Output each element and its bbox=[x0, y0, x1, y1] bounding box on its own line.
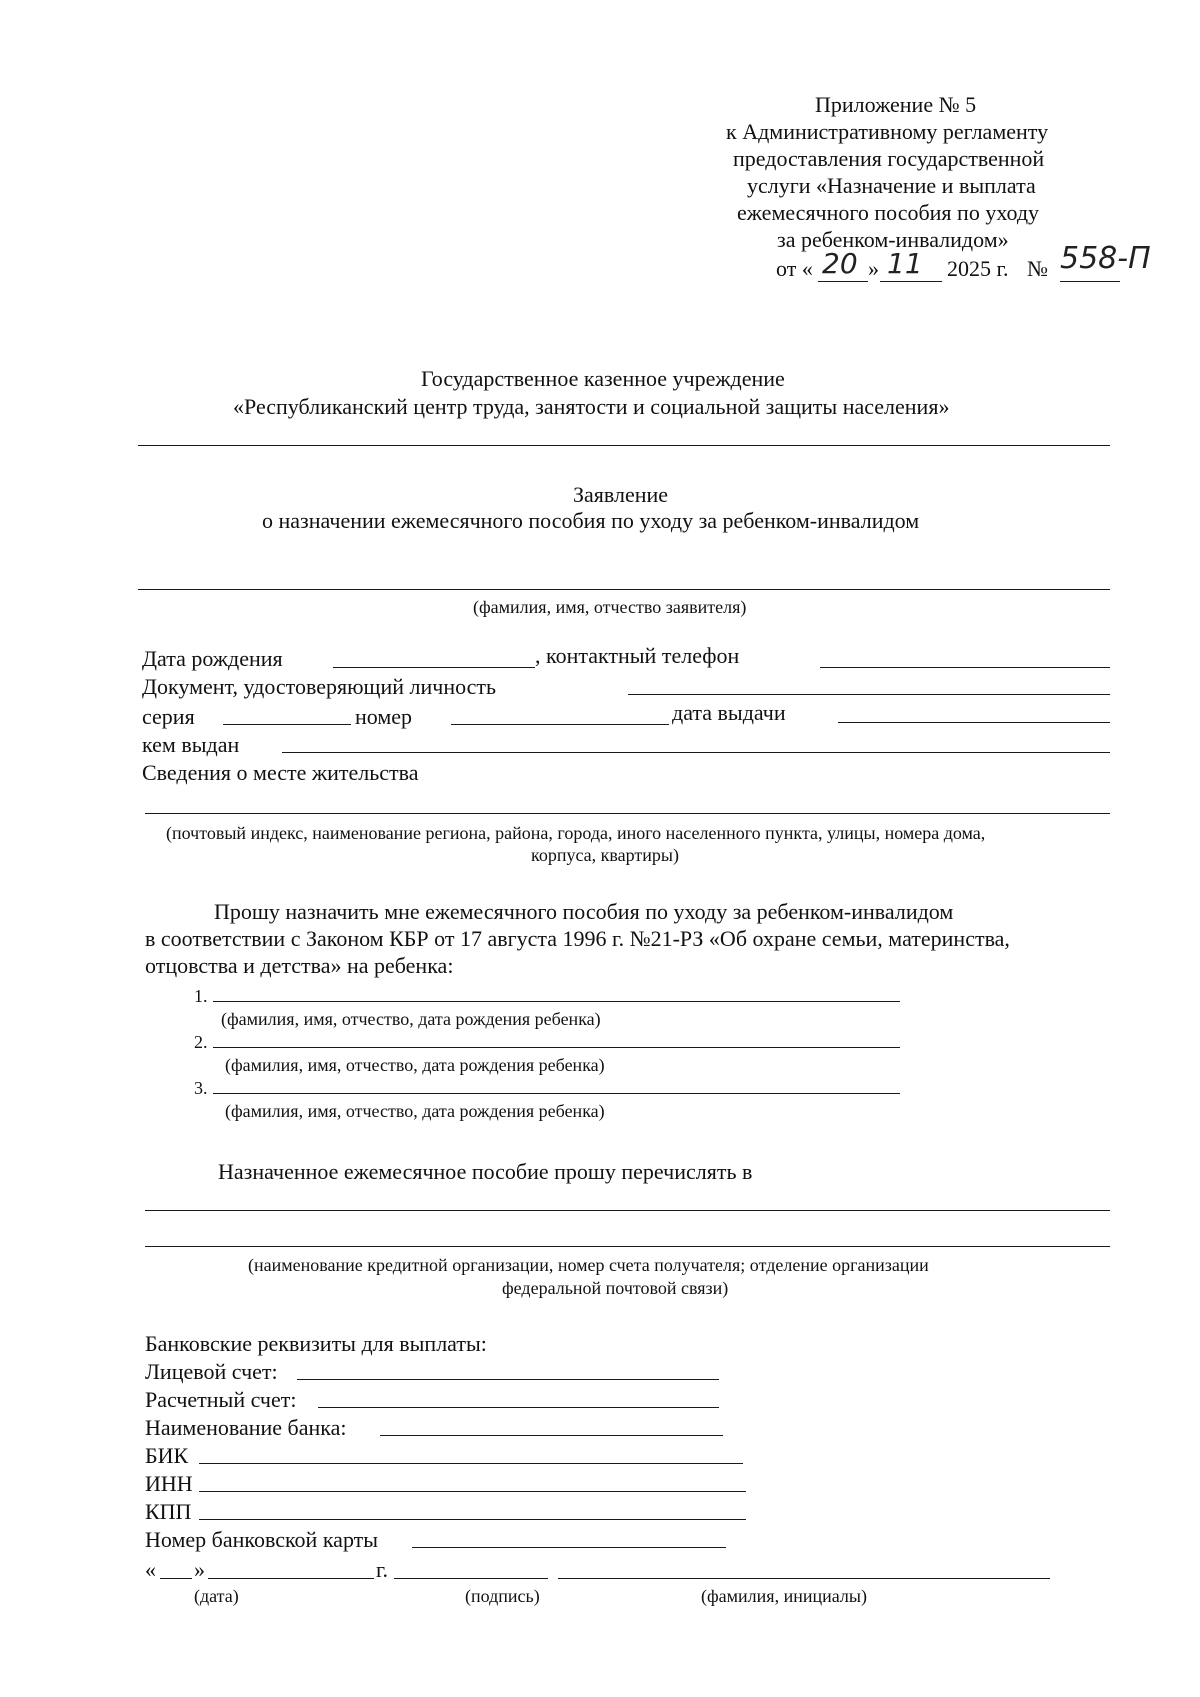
phone-label: , контактный телефон bbox=[535, 643, 740, 668]
kpp-field[interactable] bbox=[199, 1519, 746, 1520]
bank-name-field[interactable] bbox=[380, 1435, 723, 1436]
card-number-label: Номер банковской карты bbox=[145, 1527, 379, 1552]
settlement-account-label: Расчетный счет: bbox=[145, 1387, 297, 1412]
number-label: номер bbox=[355, 704, 413, 729]
name-hint: (фамилия, инициалы) bbox=[701, 1586, 867, 1606]
handwritten-number: 558-П bbox=[1060, 241, 1151, 276]
date-close-quote-bottom: » bbox=[194, 1557, 205, 1582]
id-document-label: Документ, удостоверяющий личность bbox=[142, 674, 497, 699]
date-hint: (дата) bbox=[194, 1586, 239, 1606]
card-number-field[interactable] bbox=[412, 1547, 726, 1548]
issue-date-label: дата выдачи bbox=[672, 700, 786, 725]
id-document-field[interactable] bbox=[628, 694, 1110, 695]
child-1-hint: (фамилия, имя, отчество, дата рождения ребенка) bbox=[221, 1009, 601, 1029]
date-open-quote: « bbox=[145, 1557, 156, 1582]
phone-field[interactable] bbox=[820, 667, 1110, 668]
address-hint-line-1: (почтовый индекс, наименование региона, района, города, иного населенного пункта, улицы, номера дома, bbox=[166, 823, 986, 843]
address-hint-line-2: корпуса, квартиры) bbox=[531, 845, 680, 865]
personal-account-field[interactable] bbox=[297, 1379, 719, 1380]
document-title: Заявление bbox=[573, 482, 669, 507]
bank-heading: Банковские реквизиты для выплаты: bbox=[145, 1331, 487, 1356]
institution-divider bbox=[138, 445, 1110, 446]
transfer-field-1[interactable] bbox=[145, 1210, 1110, 1211]
request-line-2: в соответствии с Законом КБР от 17 августа 1996 г. №21-РЗ «Об охране семьи, материнства, bbox=[145, 926, 1010, 951]
appendix-line-5: ежемесячного пособия по уходу bbox=[737, 200, 1040, 225]
institution-line-2: «Республиканский центр труда, занятости и социальной защиты населения» bbox=[233, 394, 950, 419]
year-suffix: г. bbox=[376, 1557, 389, 1582]
child-2-field[interactable] bbox=[213, 1047, 900, 1048]
birth-date-label: Дата рождения bbox=[142, 646, 283, 671]
series-label: серия bbox=[142, 704, 195, 729]
transfer-field-2[interactable] bbox=[145, 1246, 1110, 1247]
bik-field[interactable] bbox=[199, 1463, 743, 1464]
transfer-hint-line-2: федеральной почтовой связи) bbox=[502, 1278, 729, 1298]
request-line-3: отцовства и детства» на ребенка: bbox=[145, 953, 454, 978]
appendix-number: Приложение № 5 bbox=[815, 92, 977, 117]
number-prefix: № bbox=[1027, 256, 1048, 281]
appendix-line-4: услуги «Назначение и выплата bbox=[747, 173, 1036, 198]
applicant-fio-field[interactable] bbox=[138, 589, 1110, 590]
document-subtitle: о назначении ежемесячного пособия по уходу за ребенком-инвалидом bbox=[262, 508, 920, 533]
signature-field[interactable] bbox=[394, 1578, 548, 1579]
personal-account-label: Лицевой счет: bbox=[145, 1359, 278, 1384]
appendix-line-2: к Административному регламенту bbox=[726, 119, 1049, 144]
child-2-number: 2. bbox=[194, 1032, 208, 1052]
child-2-hint: (фамилия, имя, отчество, дата рождения ребенка) bbox=[225, 1055, 605, 1075]
issued-by-field[interactable] bbox=[282, 752, 1110, 753]
bik-label: БИК bbox=[145, 1443, 189, 1468]
date-prefix: от « bbox=[776, 256, 813, 281]
bank-name-label: Наименование банка: bbox=[145, 1415, 347, 1440]
appendix-line-3: предоставления государственной bbox=[733, 146, 1045, 171]
residence-field[interactable] bbox=[145, 813, 1110, 814]
appendix-line-6: за ребенком-инвалидом» bbox=[777, 227, 1009, 252]
date-close-quote: » bbox=[868, 256, 879, 281]
number-underline bbox=[1060, 281, 1120, 282]
child-3-hint: (фамилия, имя, отчество, дата рождения ребенка) bbox=[225, 1101, 605, 1121]
handwritten-month: 11 bbox=[887, 247, 923, 280]
child-1-number: 1. bbox=[194, 986, 208, 1006]
issued-by-label: кем выдан bbox=[142, 732, 240, 757]
signature-month-field[interactable] bbox=[208, 1578, 374, 1579]
child-1-field[interactable] bbox=[213, 1001, 900, 1002]
inn-field[interactable] bbox=[199, 1491, 746, 1492]
residence-label: Сведения о месте жительства bbox=[142, 760, 419, 785]
signature-name-field[interactable] bbox=[558, 1578, 1050, 1579]
number-field[interactable] bbox=[451, 724, 669, 725]
month-underline bbox=[880, 281, 942, 282]
inn-label: ИНН bbox=[145, 1471, 193, 1496]
request-line-1: Прошу назначить мне ежемесячного пособия по уходу за ребенком-инвалидом bbox=[214, 899, 954, 924]
series-field[interactable] bbox=[223, 724, 351, 725]
handwritten-day: 20 bbox=[822, 247, 858, 280]
child-3-number: 3. bbox=[194, 1078, 208, 1098]
day-underline bbox=[818, 281, 868, 282]
signature-hint: (подпись) bbox=[465, 1586, 540, 1606]
signature-day-field[interactable] bbox=[160, 1578, 192, 1579]
applicant-fio-hint: (фамилия, имя, отчество заявителя) bbox=[473, 597, 747, 617]
transfer-hint-line-1: (наименование кредитной организации, номер счета получателя; отделение организации bbox=[248, 1255, 929, 1275]
child-3-field[interactable] bbox=[213, 1093, 900, 1094]
birth-date-field[interactable] bbox=[333, 667, 535, 668]
institution-line-1: Государственное казенное учреждение bbox=[421, 366, 785, 391]
settlement-account-field[interactable] bbox=[318, 1407, 719, 1408]
transfer-label: Назначенное ежемесячное пособие прошу перечислять в bbox=[218, 1159, 753, 1184]
date-year: 2025 г. bbox=[947, 256, 1009, 281]
kpp-label: КПП bbox=[145, 1499, 192, 1524]
issue-date-field[interactable] bbox=[838, 722, 1110, 723]
